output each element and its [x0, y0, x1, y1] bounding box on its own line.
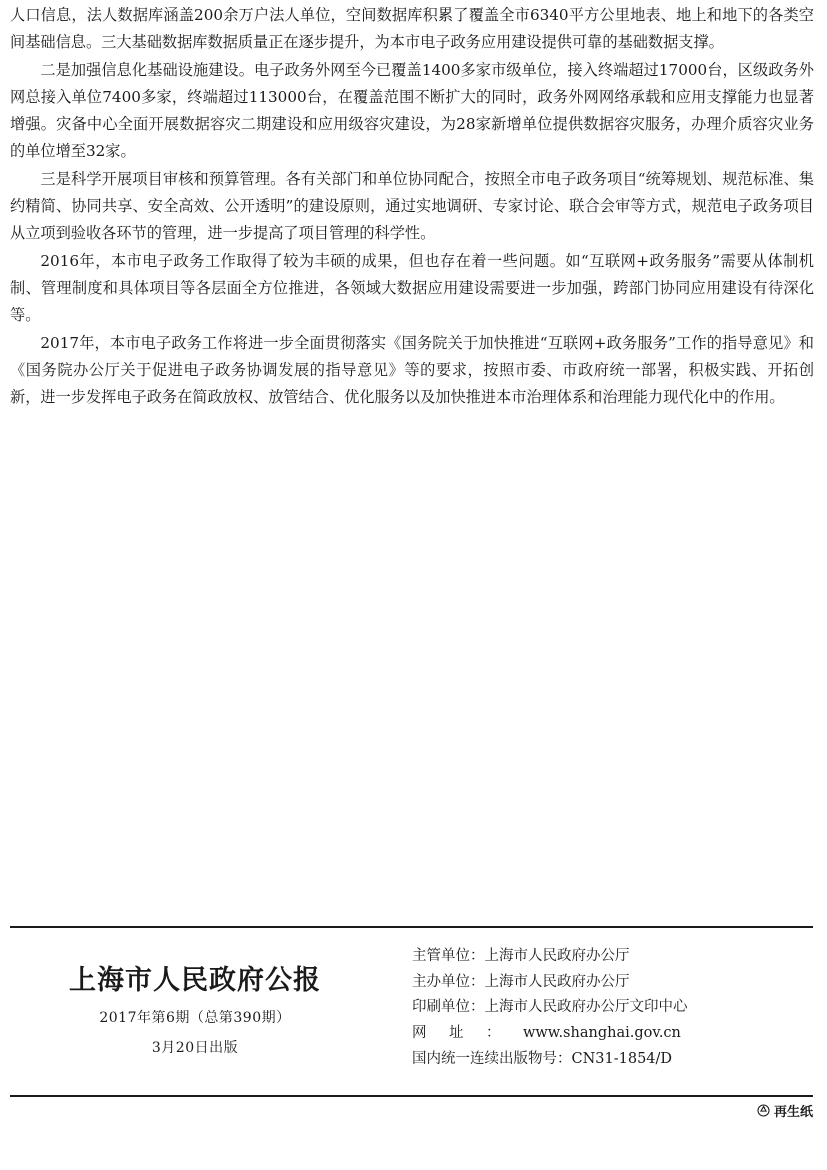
info-value: 上海市人民政府办公厅: [484, 948, 630, 964]
info-label: 国内统一连续出版物号：: [412, 1050, 572, 1067]
publication-info: [412, 944, 812, 1073]
article-paragraph-1: 人口信息，法人数据库涵盖200余万户法人单位，空间数据库积累了覆盖全市6340平方公里地表、地上和地下的各类空间基础信息。三大基础数据库数据质量正在逐步提升，为本市电子政务应用建设提供可靠的基础数据支撑。: [10, 6, 814, 52]
footer-bottom-rule: [10, 1095, 813, 1097]
info-row-website: [412, 1021, 812, 1047]
footer-top-rule: [10, 926, 813, 928]
info-label: 印刷单位：: [412, 999, 485, 1016]
info-value: CN31-1854/D: [571, 1050, 673, 1067]
issue-number: 2017年第6期（总第390期）: [99, 1010, 291, 1026]
article-paragraph-2: 二是加强信息化基础设施建设。电子政务外网至今已覆盖1400多家市级单位，接入终端超过17000台，区级政务外网总接入单位7400多家，终端超过113000台，在覆盖范围不断扩大的同时，政务外网网络承载和应用支撑能力也显著增强。灾备中心全面开展数据容灾二期建设和应用级容灾建设，为28家新增单位提供数据容灾服务，办理介质容灾业务的单位增至32家。: [10, 60, 814, 161]
info-value: 上海市人民政府办公厅: [484, 973, 630, 990]
recycled-paper-label: 再生纸: [773, 1105, 813, 1120]
masthead: [10, 940, 380, 1057]
info-row-supervisor: [412, 944, 812, 970]
info-label: 网址：: [412, 1025, 523, 1042]
info-label: 主管单位：: [412, 948, 485, 964]
info-row-serial-number: [412, 1047, 812, 1073]
info-value: 上海市人民政府办公厅文印中心: [484, 999, 688, 1016]
website-link[interactable]: www.shanghai.gov.cn: [522, 1025, 681, 1042]
recycle-icon: [757, 1104, 770, 1117]
publication-title: 上海市人民政府公报: [69, 965, 321, 996]
article-paragraph-5: 2017年，本市电子政务工作将进一步全面贯彻落实《国务院关于加快推进“互联网+政务服务”工作的指导意见》和《国务院办公厅关于促进电子政务协调发展的指导意见》等的要求，按照市委、市政府统一部署，积极实践、开拓创新，进一步发挥电子政务在简政放权、放管结合、优化服务以及加快推进本市治理体系和治理能力现代化中的作用。: [10, 333, 814, 407]
article-paragraph-4: 2016年，本市电子政务工作取得了较为丰硕的成果，但也存在着一些问题。如“互联网+政务服务”需要从体制机制、管理制度和具体项目等各层面全方位推进，各领域大数据应用建设需要进一步加强，跨部门协同应用建设有待深化等。: [10, 251, 814, 325]
article-paragraph-3: 三是科学开展项目审核和预算管理。各有关部门和单位协同配合，按照全市电子政务项目“统筹规划、规范标准、集约精简、协同共享、安全高效、公开透明”的建设原则，通过实地调研、专家讨论、联合会审等方式，规范电子政务项目从立项到验收各环节的管理，进一步提高了项目管理的科学性。: [10, 169, 814, 243]
article-body: [10, 2, 814, 411]
info-row-printer: [412, 995, 812, 1021]
recycled-paper-mark: [757, 1101, 813, 1120]
info-row-sponsor: [412, 970, 812, 996]
info-label: 主办单位：: [412, 973, 485, 990]
publish-date: 3月20日出版: [151, 1040, 239, 1056]
